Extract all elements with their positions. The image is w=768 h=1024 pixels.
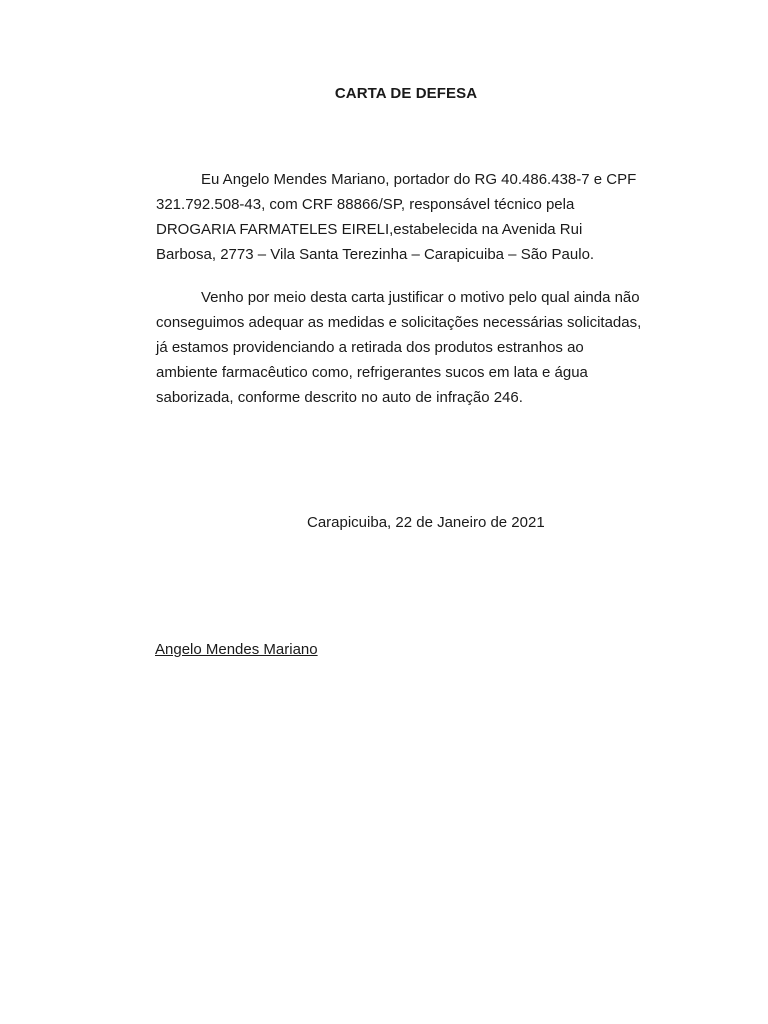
paragraph-line: DROGARIA FARMATELES EIRELI,estabelecida na Avenida Rui xyxy=(156,221,583,238)
paragraph-line: 321.792.508-43, com CRF 88866/SP, responsável técnico pela xyxy=(156,196,575,213)
paragraph-line: Barbosa, 2773 – Vila Santa Terezinha – Carapicuiba – São Paulo. xyxy=(156,246,595,263)
paragraph-identification xyxy=(156,167,660,267)
date-line: Carapicuiba, 22 de Janeiro de 2021 xyxy=(307,514,545,531)
paragraph-line: saborizada, conforme descrito no auto de infração 246. xyxy=(156,389,523,406)
paragraph-justification xyxy=(156,285,660,410)
document-title: CARTA DE DEFESA xyxy=(334,85,478,102)
paragraph-line: já estamos providenciando a retirada dos produtos estranhos ao xyxy=(156,339,584,356)
paragraph-line: Venho por meio desta carta justificar o motivo pelo qual ainda não xyxy=(201,289,640,306)
paragraph-line: ambiente farmacêutico como, refrigerantes sucos em lata e água xyxy=(156,364,588,381)
paragraph-line: conseguimos adequar as medidas e solicitações necessárias solicitadas, xyxy=(156,314,642,331)
signature-name: Angelo Mendes Mariano xyxy=(155,641,318,658)
paragraph-line: Eu Angelo Mendes Mariano, portador do RG 40.486.438-7 e CPF xyxy=(201,171,637,188)
